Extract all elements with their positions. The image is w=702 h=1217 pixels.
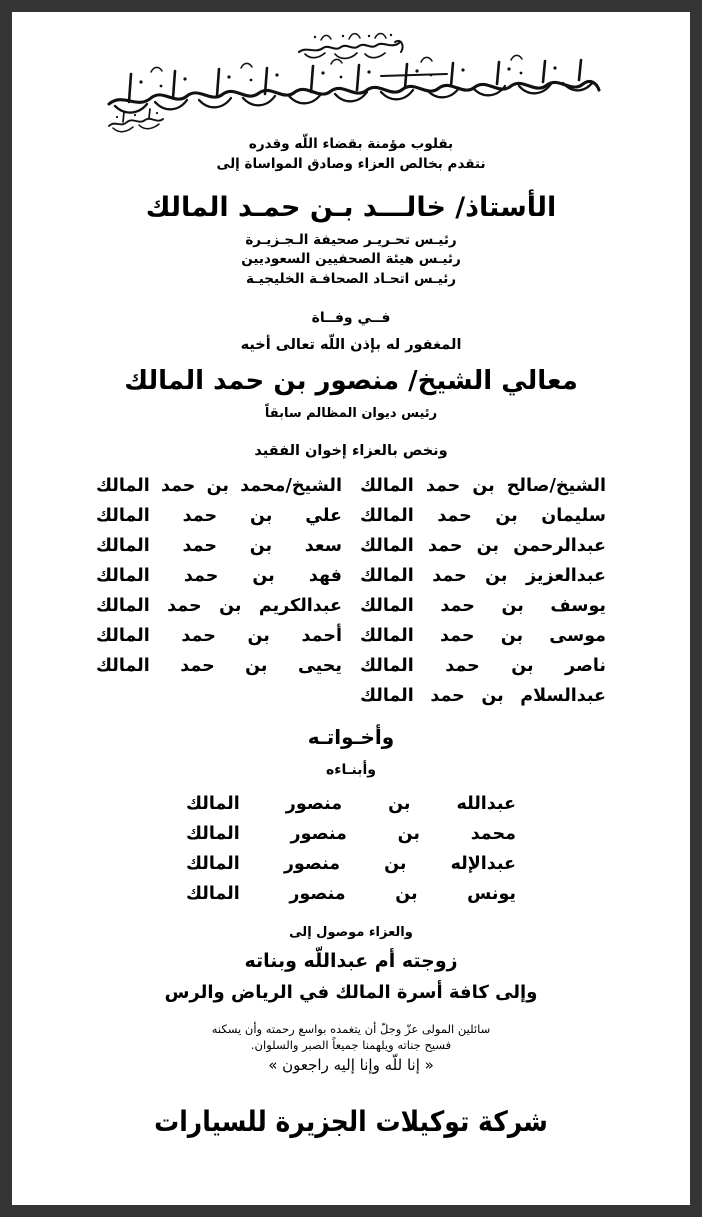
- brother-name: سليمان بن حمد المالك: [360, 505, 606, 526]
- deceased-title: رئيس ديوان المظالم سابقاً: [264, 405, 438, 421]
- brother-name: ناصر بن حمد المالك: [360, 655, 606, 676]
- son-name: يونس بن منصور المالك: [186, 884, 516, 905]
- forgiven-phrase: المغفور له بإذن اللّه تعالى أخيه: [240, 336, 462, 353]
- sisters-label: وأخـواتـه: [307, 724, 395, 749]
- brother-name: أحمد بن حمد المالك: [96, 625, 342, 646]
- honoree-title-2: رئيـس هيئة الصحفيين السعوديين: [241, 251, 461, 268]
- brother-name: الشيخ/محمد بن حمد المالك: [96, 475, 342, 496]
- calligraphy-header: [12, 18, 690, 136]
- intro-block: [216, 136, 485, 177]
- quran-calligraphy-icon: [61, 18, 641, 136]
- prayer-line-1: سائلين المولى عزّ وجلّ أن يتغمده بواسع رحمته وأن يسكنه: [211, 1022, 491, 1037]
- prayer-line-2: فسيح جناته ويلهمنا جميعاً الصبر والسلوان.: [250, 1037, 452, 1052]
- intro-line-1: بقلوب مؤمنة بقضاء اللّه وقدره: [248, 136, 454, 152]
- son-name: عبدالإله بن منصور المالك: [186, 854, 516, 875]
- honoree-title-3: رئيـس اتحـاد الصحافـة الخليجيـة: [245, 270, 457, 287]
- honoree-name: الأستاذ/ خالـــد بـن حمـد المالك: [145, 191, 557, 223]
- intro-line-2: نتقدم بخالص العزاء وصادق المواساة إلى: [216, 156, 486, 173]
- prayer-block: [212, 1022, 490, 1076]
- brother-name: عبدالعزيز بن حمد المالك: [360, 565, 606, 586]
- brother-name: سعد بن حمد المالك: [96, 535, 342, 556]
- brother-name: عبدالسلام بن حمد المالك: [360, 685, 606, 706]
- wife-and-daughters: زوجته أم عبداللّه وبناته: [244, 949, 458, 972]
- family-line: وإلى كافة أسرة المالك في الرياض والرس: [164, 982, 538, 1004]
- brother-name: عبدالكريم بن حمد المالك: [96, 595, 342, 616]
- brother-name: علي بن حمد المالك: [96, 505, 342, 526]
- prayer-quote: « إنا للّه وإنا إليه راجعون »: [268, 1055, 434, 1074]
- brother-name: يحيى بن حمد المالك: [96, 655, 342, 676]
- sponsor-name: شركة توكيلات الجزيرة للسيارات: [154, 1105, 548, 1138]
- son-name: عبدالله بن منصور المالك: [186, 794, 516, 815]
- son-name: محمد بن منصور المالك: [186, 824, 516, 845]
- condolence-connected-label: والعزاء موصول إلى: [289, 925, 413, 941]
- brother-name: الشيخ/صالح بن حمد المالك: [360, 475, 606, 496]
- brothers-heading: ونخص بالعزاء إخوان الفقيد: [254, 443, 448, 460]
- honoree-titles: [241, 232, 461, 290]
- sons-list: [186, 789, 516, 909]
- brother-name: فهد بن حمد المالك: [96, 565, 342, 586]
- brother-name: موسى بن حمد المالك: [360, 625, 606, 646]
- in-death-of-label: فــي وفــاة: [311, 309, 391, 326]
- brother-name: عبدالرحمن بن حمد المالك: [360, 535, 606, 556]
- brothers-list: [96, 471, 606, 711]
- notice-sheet: [12, 12, 690, 1205]
- honoree-title-1: رئيـس تحـريـر صحيفة الـجـزيـرة: [245, 232, 457, 249]
- brother-name: يوسف بن حمد المالك: [360, 595, 606, 616]
- sons-heading: وأبنـاءه: [326, 762, 376, 779]
- deceased-name: معالي الشيخ/ منصور بن حمد المالك: [124, 366, 578, 397]
